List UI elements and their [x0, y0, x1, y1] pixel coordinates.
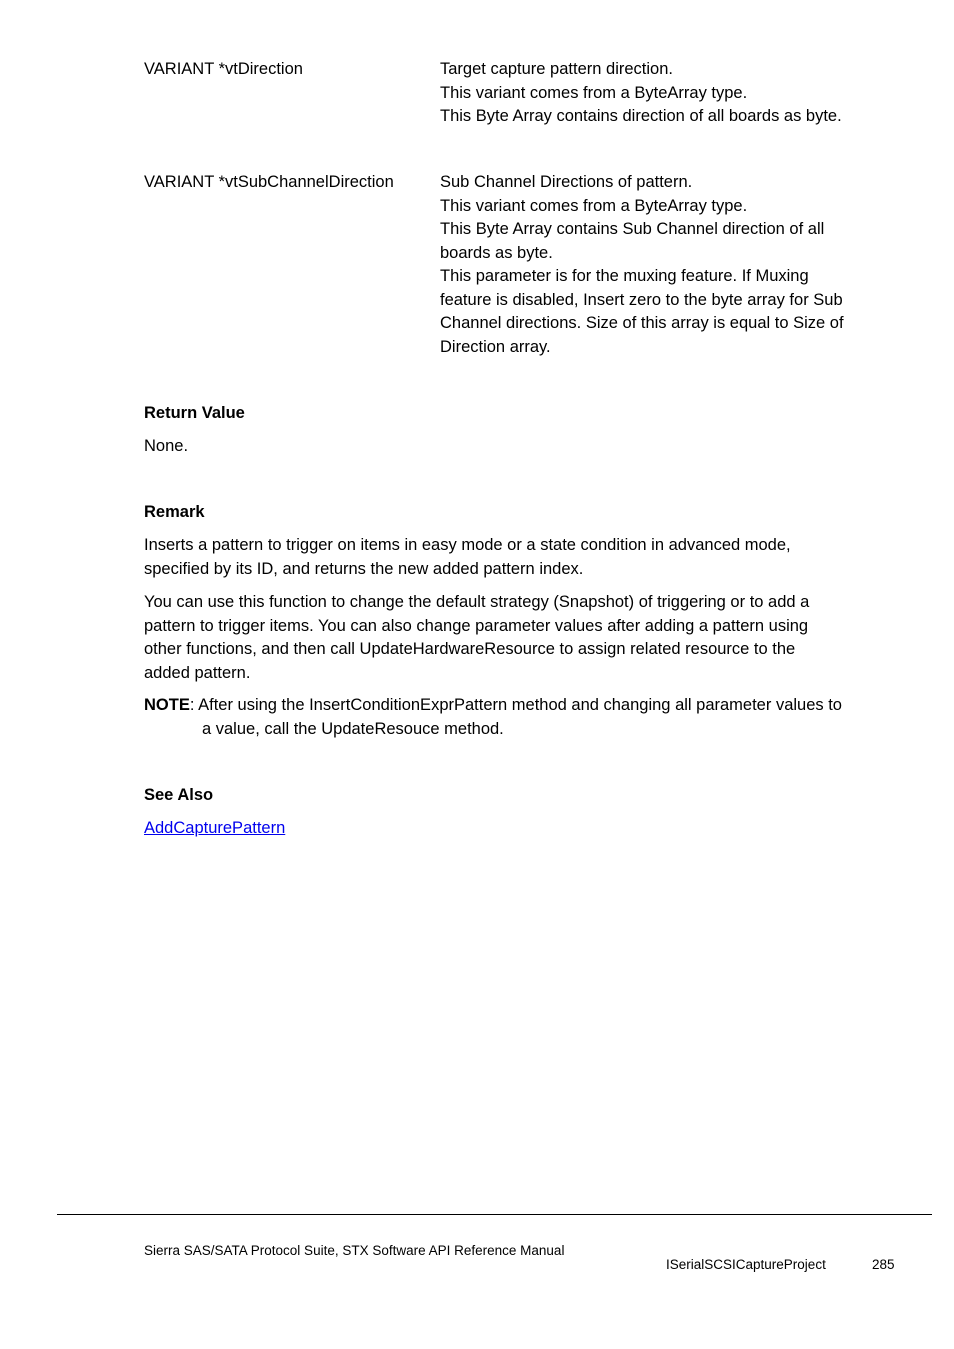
description-line: This variant comes from a ByteArray type. — [440, 83, 748, 102]
note-text: : After using the InsertConditionExprPattern method and changing all parameter values to — [189, 696, 842, 714]
description-line: Target capture pattern direction. — [440, 60, 673, 78]
paragraph-line: added pattern. — [144, 663, 251, 682]
remark-heading: Remark — [144, 503, 205, 521]
note-line: a value, call the UpdateResouce method. — [202, 719, 504, 738]
remark-paragraph-2 — [144, 591, 904, 685]
note-label: NOTE — [144, 696, 190, 714]
return-value-line: None. — [144, 437, 189, 455]
footer-divider — [57, 1214, 932, 1215]
description-line: Channel directions. Size of this array is equal to Size of — [440, 314, 844, 332]
paragraph-line: specified by its ID, and returns the new added pattern index. — [144, 559, 584, 578]
see-also-heading: See Also — [144, 786, 214, 804]
description-line: This variant comes from a ByteArray type. — [440, 196, 748, 215]
see-also-links — [144, 817, 904, 841]
footer-page-number: 285 — [872, 1257, 895, 1272]
note-line — [144, 694, 904, 718]
description-line: Direction array. — [440, 337, 551, 356]
paragraph-line: Inserts a pattern to trigger on items in easy mode or a state condition in advanced mode, — [144, 536, 791, 554]
return-value-heading: Return Value — [144, 404, 245, 422]
paragraph-line: other functions, and then call UpdateHardwareResource to assign related resource to the — [144, 640, 796, 658]
description-line: Sub Channel Directions of pattern. — [440, 173, 693, 191]
description-line: This Byte Array contains Sub Channel direction of all — [440, 220, 825, 238]
remark-paragraph-1 — [144, 534, 904, 581]
parameter-name: VARIANT *vtSubChannelDirection — [144, 173, 394, 191]
return-value-text — [144, 435, 904, 459]
parameter-description — [440, 58, 880, 129]
parameter-description — [440, 171, 880, 359]
remark-note — [144, 694, 904, 741]
description-line: feature is disabled, Insert zero to the byte array for Sub — [440, 290, 843, 309]
description-line: boards as byte. — [440, 243, 553, 262]
description-line: This Byte Array contains direction of all boards as byte. — [440, 107, 842, 125]
footer-section-name: ISerialSCSICaptureProject — [666, 1257, 826, 1272]
description-line: This parameter is for the muxing feature. If Muxing — [440, 267, 809, 285]
parameter-name: VARIANT *vtDirection — [144, 60, 303, 78]
paragraph-line: You can use this function to change the default strategy (Snapshot) of triggering or to add a — [144, 593, 810, 611]
add-capture-pattern-link[interactable]: AddCapturePattern — [144, 819, 286, 837]
paragraph-line: pattern to trigger items. You can also change parameter values after adding a pattern using — [144, 616, 809, 635]
footer-manual-title: Sierra SAS/SATA Protocol Suite, STX Software API Reference Manual — [144, 1243, 565, 1258]
